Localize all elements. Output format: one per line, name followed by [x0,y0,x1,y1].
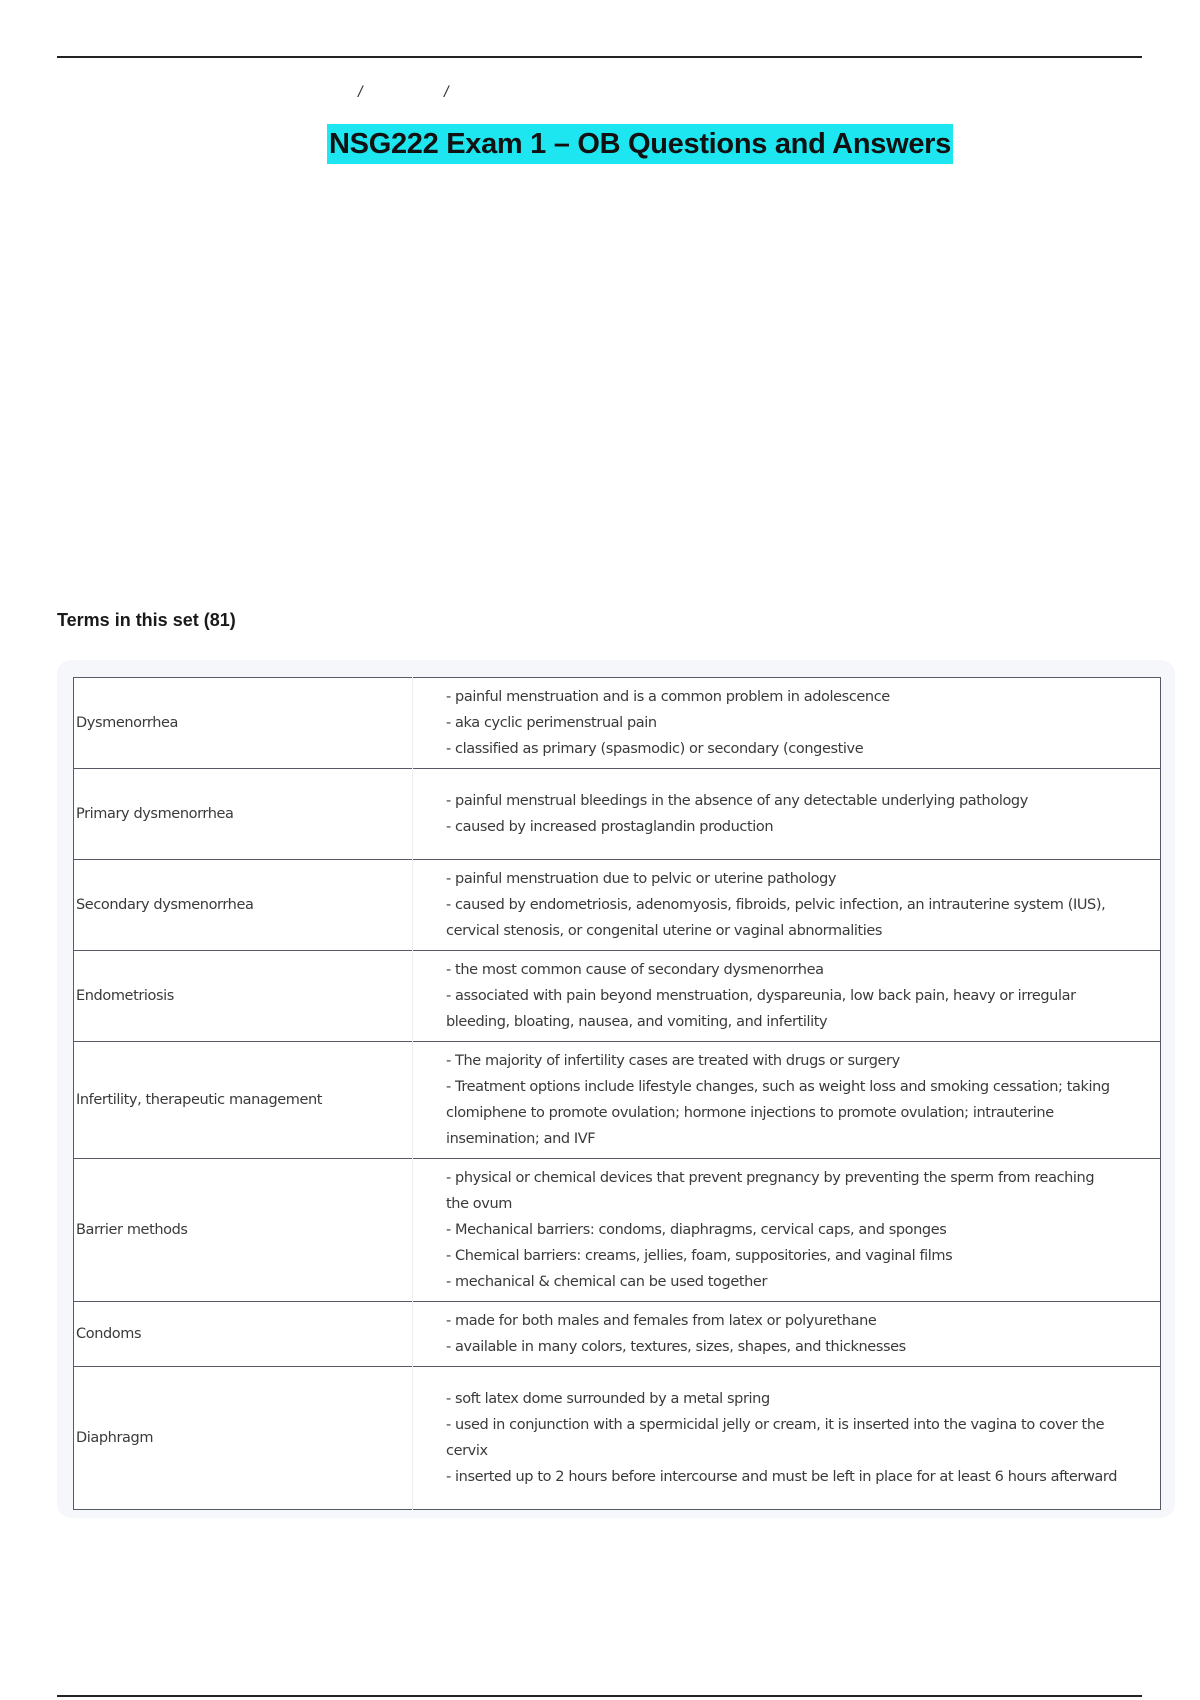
term-row [74,769,1161,860]
definition-line: - The majority of infertility cases are treated with drugs or surgery [446,1053,900,1069]
terms-heading: Terms in this set (81) [57,610,236,630]
term-label: Secondary dysmenorrhea [74,860,413,951]
term-label: Dysmenorrhea [74,678,413,769]
top-rule [57,56,1142,58]
term-row [74,1042,1161,1159]
term-definition [413,1302,1161,1367]
definition-line: - mechanical & chemical can be used together [446,1274,768,1290]
term-row [74,951,1161,1042]
page-title: NSG222 Exam 1 – OB Questions and Answers [327,124,953,164]
term-row [74,1367,1161,1510]
slash-mark: / [444,84,449,101]
term-definition [413,860,1161,951]
definition-line: - soft latex dome surrounded by a metal spring [446,1391,770,1407]
term-definition [413,951,1161,1042]
definition-line: - made for both males and females from latex or polyurethane [446,1313,877,1329]
term-row [74,1159,1161,1302]
slash-marks [358,84,448,102]
term-row [74,678,1161,769]
definition-line: - Mechanical barriers: condoms, diaphragms, cervical caps, and sponges [446,1222,947,1238]
terms-body [74,678,1161,1510]
term-definition [413,1042,1161,1159]
term-label: Barrier methods [74,1159,413,1302]
definition-line: - available in many colors, textures, sizes, shapes, and thicknesses [446,1339,906,1355]
term-row [74,1302,1161,1367]
term-definition [413,1159,1161,1302]
definition-line: - classified as primary (spasmodic) or secondary (congestive [446,741,864,757]
definition-line: - inserted up to 2 hours before intercourse and must be left in place for at least 6 hours afterward [446,1469,1118,1485]
definition-line: - painful menstrual bleedings in the absence of any detectable underlying pathology [446,793,1028,809]
definition-line: - used in conjunction with a spermicidal jelly or cream, it is inserted into the vagina to cover the cervix [446,1417,1105,1459]
definition-line: - Chemical barriers: creams, jellies, foam, suppositories, and vaginal films [446,1248,953,1264]
bottom-rule [57,1695,1142,1697]
term-definition [413,678,1161,769]
term-definition [413,769,1161,860]
definition-line: - associated with pain beyond menstruation, dyspareunia, low back pain, heavy or irregular bleeding, bloating, nausea, and vomiting, and infertility [446,988,1076,1030]
definition-line: - aka cyclic perimenstrual pain [446,715,657,731]
definition-line: - caused by endometriosis, adenomyosis, fibroids, pelvic infection, an intrauterine system (IUS), cervical stenosis, or congenital uterine or vaginal abnormalities [446,897,1106,939]
term-label: Diaphragm [74,1367,413,1510]
term-row [74,860,1161,951]
term-label: Endometriosis [74,951,413,1042]
terms-table [73,677,1161,1510]
definition-line: - painful menstruation and is a common problem in adolescence [446,689,890,705]
title-wrap [0,124,1200,164]
definition-line: - the most common cause of secondary dysmenorrhea [446,962,824,978]
term-label: Primary dysmenorrhea [74,769,413,860]
term-definition [413,1367,1161,1510]
definition-line: - physical or chemical devices that prevent pregnancy by preventing the sperm from reaching the ovum [446,1170,1095,1212]
term-label: Infertility, therapeutic management [74,1042,413,1159]
definition-line: - painful menstruation due to pelvic or uterine pathology [446,871,837,887]
definition-line: - Treatment options include lifestyle changes, such as weight loss and smoking cessation; taking clomiphene to promote ovulation; hormone injections to promote ovulation; intrauterine insemination; and IVF [446,1079,1110,1147]
slash-mark: / [358,84,363,101]
term-label: Condoms [74,1302,413,1367]
definition-line: - caused by increased prostaglandin production [446,819,774,835]
